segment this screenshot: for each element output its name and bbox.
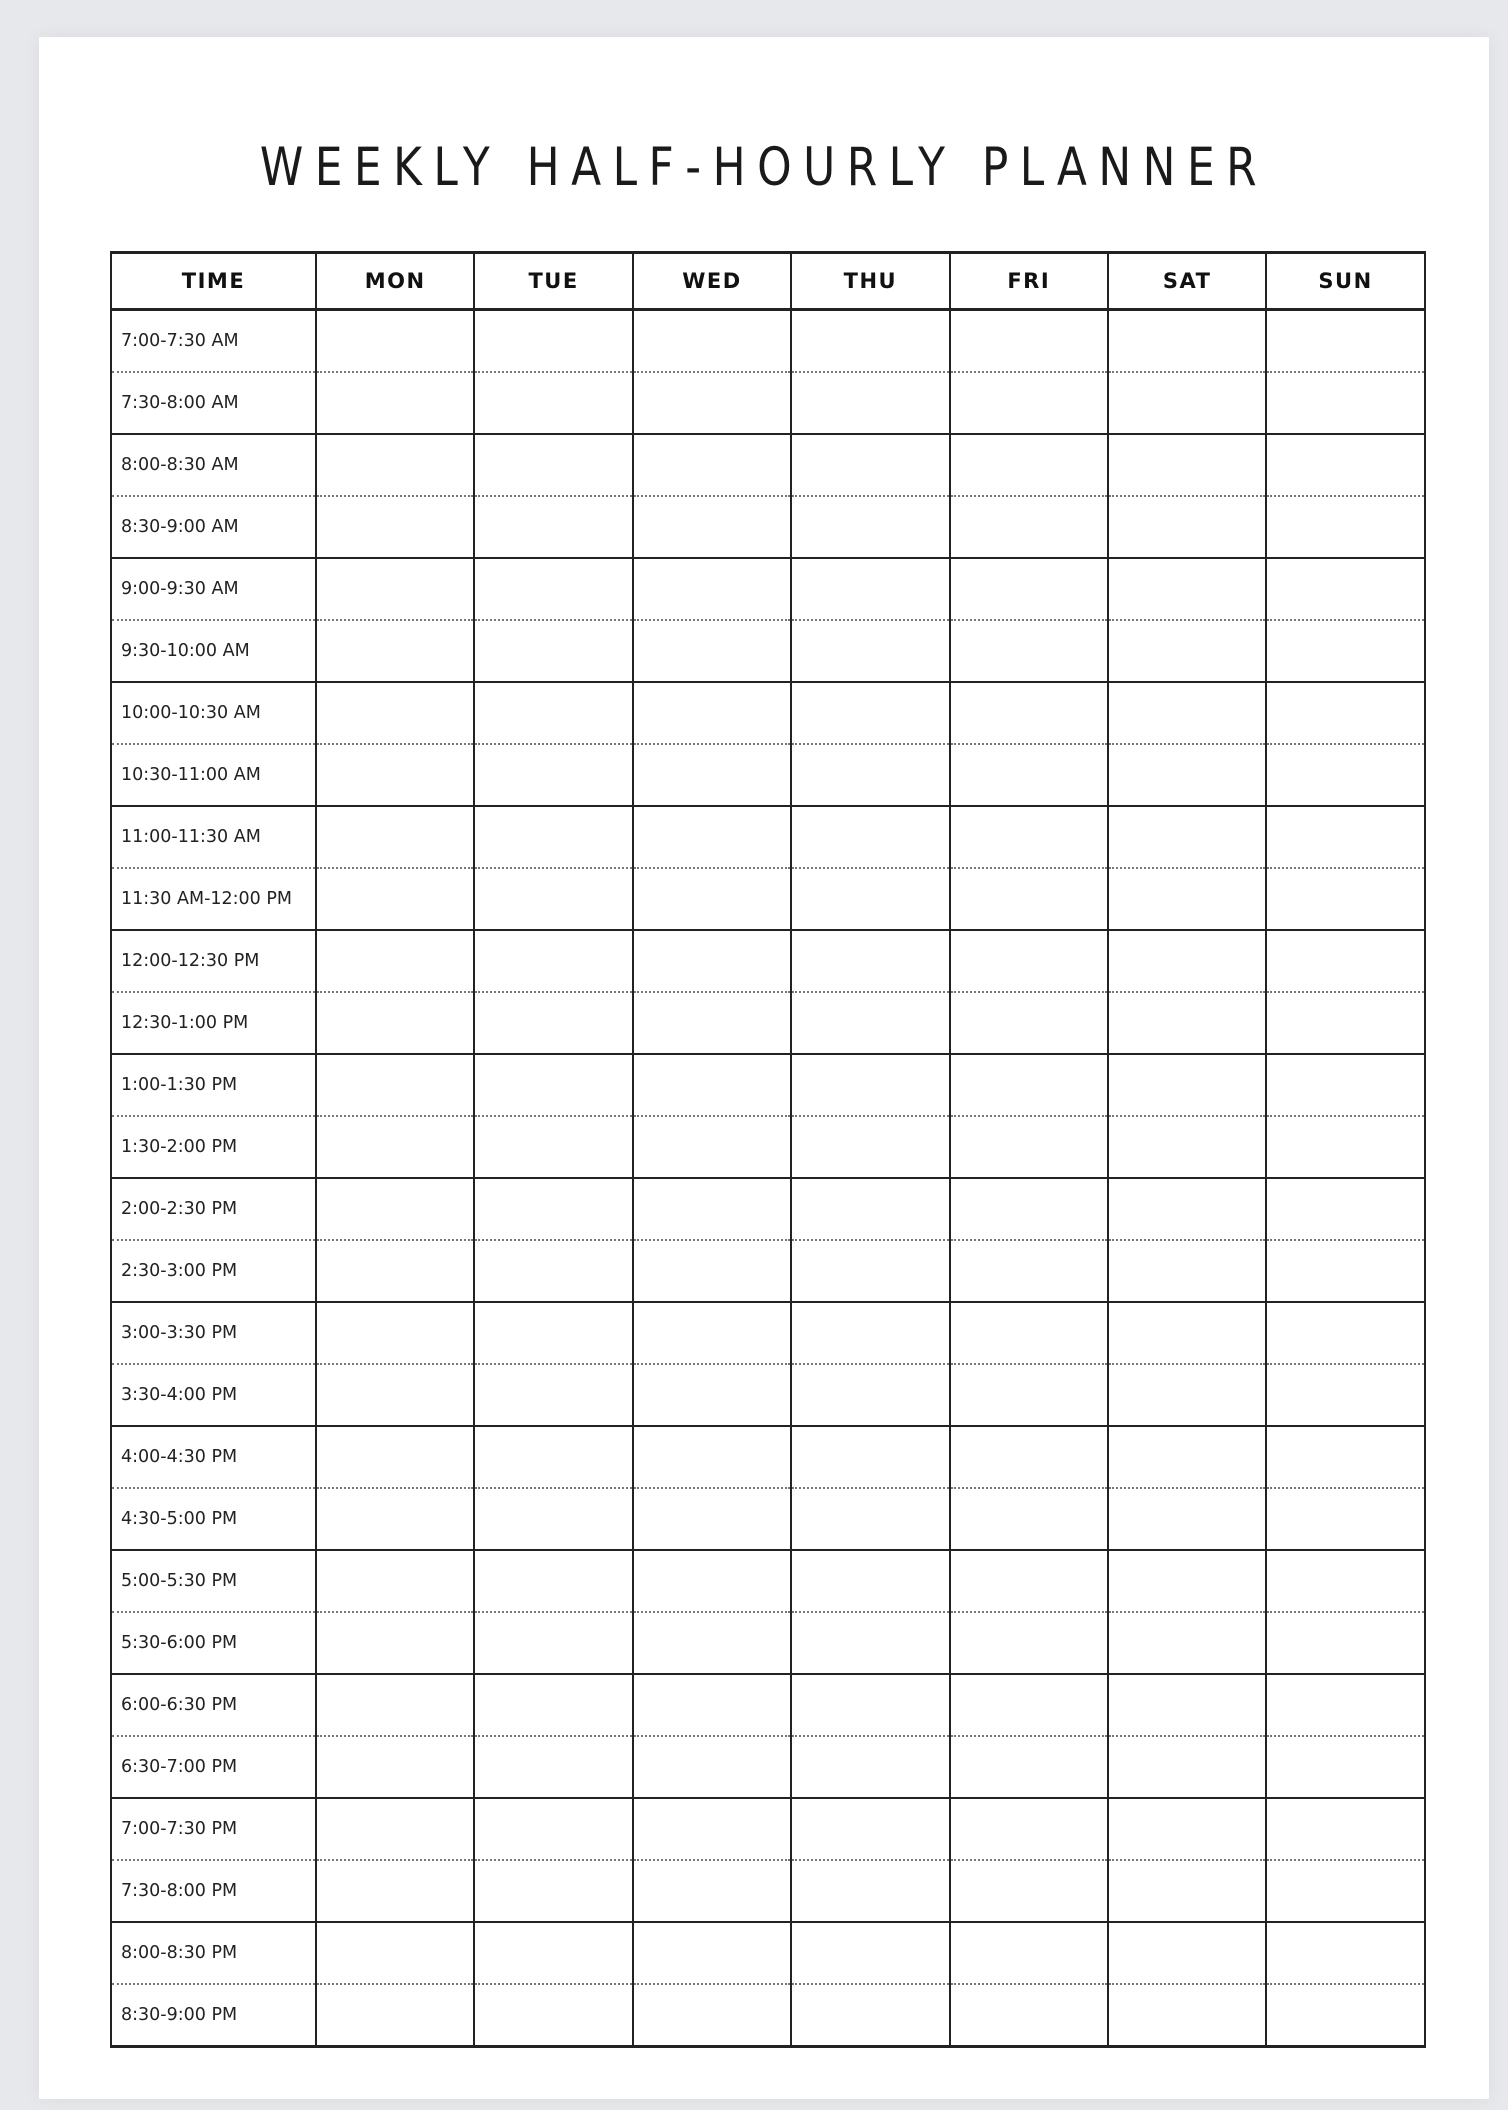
time-slot-label: 9:00-9:30 AM bbox=[111, 558, 316, 620]
slot-cell-tue[interactable] bbox=[474, 1550, 632, 1612]
slot-cell-mon[interactable] bbox=[316, 434, 474, 496]
table-row bbox=[111, 1240, 1425, 1302]
slot-cell-sun[interactable] bbox=[1266, 1240, 1424, 1302]
slot-cell-mon[interactable] bbox=[316, 1364, 474, 1426]
slot-cell-fri[interactable] bbox=[950, 1054, 1108, 1116]
slot-cell-sat[interactable] bbox=[1108, 372, 1266, 434]
slot-cell-thu[interactable] bbox=[791, 1922, 949, 1984]
slot-cell-sat[interactable] bbox=[1108, 496, 1266, 558]
slot-cell-mon[interactable] bbox=[316, 1302, 474, 1364]
table-row bbox=[111, 1116, 1425, 1178]
slot-cell-fri[interactable] bbox=[950, 1302, 1108, 1364]
slot-cell-sun[interactable] bbox=[1266, 372, 1424, 434]
header-row bbox=[111, 253, 1425, 310]
slot-cell-sat[interactable] bbox=[1108, 558, 1266, 620]
slot-cell-sun[interactable] bbox=[1266, 682, 1424, 744]
slot-cell-thu[interactable] bbox=[791, 1054, 949, 1116]
slot-cell-tue[interactable] bbox=[474, 372, 632, 434]
slot-cell-fri[interactable] bbox=[950, 1178, 1108, 1240]
slot-cell-tue[interactable] bbox=[474, 1240, 632, 1302]
slot-cell-tue[interactable] bbox=[474, 868, 632, 930]
table-row bbox=[111, 372, 1425, 434]
slot-cell-fri[interactable] bbox=[950, 682, 1108, 744]
slot-cell-thu[interactable] bbox=[791, 620, 949, 682]
header-fri: FRI bbox=[950, 253, 1108, 310]
header-wed: WED bbox=[633, 253, 791, 310]
slot-cell-sun[interactable] bbox=[1266, 1302, 1424, 1364]
slot-cell-mon[interactable] bbox=[316, 744, 474, 806]
slot-cell-sat[interactable] bbox=[1108, 1736, 1266, 1798]
time-slot-label: 9:30-10:00 AM bbox=[111, 620, 316, 682]
slot-cell-sat[interactable] bbox=[1108, 1922, 1266, 1984]
slot-cell-thu[interactable] bbox=[791, 1488, 949, 1550]
slot-cell-sun[interactable] bbox=[1266, 1054, 1424, 1116]
slot-cell-sat[interactable] bbox=[1108, 868, 1266, 930]
time-slot-label: 7:00-7:30 AM bbox=[111, 310, 316, 373]
table-row bbox=[111, 434, 1425, 496]
slot-cell-sat[interactable] bbox=[1108, 992, 1266, 1054]
slot-cell-tue[interactable] bbox=[474, 1116, 632, 1178]
time-slot-label: 10:30-11:00 AM bbox=[111, 744, 316, 806]
slot-cell-tue[interactable] bbox=[474, 744, 632, 806]
slot-cell-sun[interactable] bbox=[1266, 1674, 1424, 1736]
slot-cell-fri[interactable] bbox=[950, 1550, 1108, 1612]
slot-cell-wed[interactable] bbox=[633, 1426, 791, 1488]
slot-cell-tue[interactable] bbox=[474, 682, 632, 744]
slot-cell-sat[interactable] bbox=[1108, 1116, 1266, 1178]
slot-cell-sun[interactable] bbox=[1266, 1984, 1424, 2047]
slot-cell-sun[interactable] bbox=[1266, 1116, 1424, 1178]
slot-cell-sun[interactable] bbox=[1266, 868, 1424, 930]
slot-cell-wed[interactable] bbox=[633, 1054, 791, 1116]
slot-cell-tue[interactable] bbox=[474, 1674, 632, 1736]
slot-cell-sun[interactable] bbox=[1266, 434, 1424, 496]
slot-cell-sun[interactable] bbox=[1266, 930, 1424, 992]
slot-cell-tue[interactable] bbox=[474, 1736, 632, 1798]
slot-cell-wed[interactable] bbox=[633, 1240, 791, 1302]
slot-cell-thu[interactable] bbox=[791, 930, 949, 992]
slot-cell-sat[interactable] bbox=[1108, 1054, 1266, 1116]
slot-cell-sun[interactable] bbox=[1266, 1550, 1424, 1612]
slot-cell-wed[interactable] bbox=[633, 682, 791, 744]
table-row bbox=[111, 1860, 1425, 1922]
slot-cell-mon[interactable] bbox=[316, 806, 474, 868]
slot-cell-mon[interactable] bbox=[316, 1674, 474, 1736]
slot-cell-mon[interactable] bbox=[316, 682, 474, 744]
table-row bbox=[111, 1736, 1425, 1798]
slot-cell-mon[interactable] bbox=[316, 558, 474, 620]
slot-cell-sat[interactable] bbox=[1108, 1550, 1266, 1612]
slot-cell-sat[interactable] bbox=[1108, 1178, 1266, 1240]
table-row bbox=[111, 992, 1425, 1054]
slot-cell-mon[interactable] bbox=[316, 1116, 474, 1178]
table-row bbox=[111, 1612, 1425, 1674]
slot-cell-sat[interactable] bbox=[1108, 1426, 1266, 1488]
slot-cell-tue[interactable] bbox=[474, 620, 632, 682]
slot-cell-mon[interactable] bbox=[316, 310, 474, 373]
slot-cell-sun[interactable] bbox=[1266, 1426, 1424, 1488]
table-row bbox=[111, 310, 1425, 373]
time-slot-label: 8:00-8:30 PM bbox=[111, 1922, 316, 1984]
slot-cell-sun[interactable] bbox=[1266, 558, 1424, 620]
slot-cell-mon[interactable] bbox=[316, 1178, 474, 1240]
slot-cell-sun[interactable] bbox=[1266, 1612, 1424, 1674]
slot-cell-thu[interactable] bbox=[791, 1860, 949, 1922]
time-slot-label: 2:00-2:30 PM bbox=[111, 1178, 316, 1240]
slot-cell-sat[interactable] bbox=[1108, 434, 1266, 496]
slot-cell-thu[interactable] bbox=[791, 1798, 949, 1860]
time-slot-label: 3:30-4:00 PM bbox=[111, 1364, 316, 1426]
slot-cell-thu[interactable] bbox=[791, 1364, 949, 1426]
slot-cell-thu[interactable] bbox=[791, 1240, 949, 1302]
slot-cell-sat[interactable] bbox=[1108, 620, 1266, 682]
table-row bbox=[111, 806, 1425, 868]
slot-cell-fri[interactable] bbox=[950, 1922, 1108, 1984]
slot-cell-wed[interactable] bbox=[633, 558, 791, 620]
slot-cell-fri[interactable] bbox=[950, 1116, 1108, 1178]
slot-cell-wed[interactable] bbox=[633, 434, 791, 496]
slot-cell-wed[interactable] bbox=[633, 1612, 791, 1674]
slot-cell-thu[interactable] bbox=[791, 1612, 949, 1674]
slot-cell-tue[interactable] bbox=[474, 558, 632, 620]
table-row bbox=[111, 1488, 1425, 1550]
slot-cell-fri[interactable] bbox=[950, 1426, 1108, 1488]
slot-cell-sat[interactable] bbox=[1108, 1860, 1266, 1922]
slot-cell-tue[interactable] bbox=[474, 1426, 632, 1488]
slot-cell-fri[interactable] bbox=[950, 744, 1108, 806]
weekly-planner-table bbox=[110, 251, 1426, 2048]
header-time: TIME bbox=[111, 253, 316, 310]
slot-cell-sat[interactable] bbox=[1108, 1984, 1266, 2047]
slot-cell-wed[interactable] bbox=[633, 1860, 791, 1922]
table-row bbox=[111, 1798, 1425, 1860]
slot-cell-fri[interactable] bbox=[950, 1860, 1108, 1922]
slot-cell-thu[interactable] bbox=[791, 372, 949, 434]
slot-cell-thu[interactable] bbox=[791, 992, 949, 1054]
time-slot-label: 1:00-1:30 PM bbox=[111, 1054, 316, 1116]
slot-cell-thu[interactable] bbox=[791, 806, 949, 868]
slot-cell-sun[interactable] bbox=[1266, 1364, 1424, 1426]
slot-cell-thu[interactable] bbox=[791, 1736, 949, 1798]
slot-cell-fri[interactable] bbox=[950, 1674, 1108, 1736]
slot-cell-wed[interactable] bbox=[633, 310, 791, 373]
slot-cell-wed[interactable] bbox=[633, 1364, 791, 1426]
table-row bbox=[111, 1178, 1425, 1240]
slot-cell-mon[interactable] bbox=[316, 1984, 474, 2047]
slot-cell-fri[interactable] bbox=[950, 1488, 1108, 1550]
time-slot-label: 8:30-9:00 PM bbox=[111, 1984, 316, 2047]
slot-cell-fri[interactable] bbox=[950, 1364, 1108, 1426]
slot-cell-sun[interactable] bbox=[1266, 992, 1424, 1054]
table-row bbox=[111, 1364, 1425, 1426]
slot-cell-sun[interactable] bbox=[1266, 310, 1424, 373]
header-sun: SUN bbox=[1266, 253, 1424, 310]
slot-cell-sat[interactable] bbox=[1108, 1240, 1266, 1302]
time-slot-label: 8:30-9:00 AM bbox=[111, 496, 316, 558]
slot-cell-wed[interactable] bbox=[633, 1178, 791, 1240]
slot-cell-sun[interactable] bbox=[1266, 620, 1424, 682]
time-slot-label: 7:00-7:30 PM bbox=[111, 1798, 316, 1860]
slot-cell-fri[interactable] bbox=[950, 1736, 1108, 1798]
time-slot-label: 1:30-2:00 PM bbox=[111, 1116, 316, 1178]
slot-cell-thu[interactable] bbox=[791, 1426, 949, 1488]
header-mon: MON bbox=[316, 253, 474, 310]
slot-cell-mon[interactable] bbox=[316, 1736, 474, 1798]
slot-cell-tue[interactable] bbox=[474, 992, 632, 1054]
time-slot-label: 11:30 AM-12:00 PM bbox=[111, 868, 316, 930]
slot-cell-mon[interactable] bbox=[316, 1612, 474, 1674]
slot-cell-tue[interactable] bbox=[474, 434, 632, 496]
slot-cell-fri[interactable] bbox=[950, 806, 1108, 868]
slot-cell-sat[interactable] bbox=[1108, 1302, 1266, 1364]
slot-cell-fri[interactable] bbox=[950, 1612, 1108, 1674]
slot-cell-mon[interactable] bbox=[316, 1798, 474, 1860]
slot-cell-wed[interactable] bbox=[633, 1984, 791, 2047]
slot-cell-tue[interactable] bbox=[474, 496, 632, 558]
slot-cell-tue[interactable] bbox=[474, 1798, 632, 1860]
slot-cell-fri[interactable] bbox=[950, 558, 1108, 620]
slot-cell-tue[interactable] bbox=[474, 930, 632, 992]
time-slot-label: 3:00-3:30 PM bbox=[111, 1302, 316, 1364]
slot-cell-thu[interactable] bbox=[791, 310, 949, 373]
time-slot-label: 8:00-8:30 AM bbox=[111, 434, 316, 496]
slot-cell-fri[interactable] bbox=[950, 372, 1108, 434]
slot-cell-sun[interactable] bbox=[1266, 744, 1424, 806]
table-row bbox=[111, 620, 1425, 682]
slot-cell-sat[interactable] bbox=[1108, 1364, 1266, 1426]
slot-cell-fri[interactable] bbox=[950, 1984, 1108, 2047]
slot-cell-thu[interactable] bbox=[791, 1984, 949, 2047]
slot-cell-tue[interactable] bbox=[474, 1054, 632, 1116]
slot-cell-sun[interactable] bbox=[1266, 806, 1424, 868]
slot-cell-thu[interactable] bbox=[791, 744, 949, 806]
slot-cell-sat[interactable] bbox=[1108, 310, 1266, 373]
slot-cell-sat[interactable] bbox=[1108, 1612, 1266, 1674]
time-slot-label: 6:00-6:30 PM bbox=[111, 1674, 316, 1736]
table-row bbox=[111, 1550, 1425, 1612]
time-slot-label: 10:00-10:30 AM bbox=[111, 682, 316, 744]
slot-cell-mon[interactable] bbox=[316, 1860, 474, 1922]
slot-cell-fri[interactable] bbox=[950, 496, 1108, 558]
slot-cell-fri[interactable] bbox=[950, 930, 1108, 992]
planner-page bbox=[39, 37, 1489, 2099]
time-slot-label: 12:30-1:00 PM bbox=[111, 992, 316, 1054]
slot-cell-fri[interactable] bbox=[950, 868, 1108, 930]
slot-cell-mon[interactable] bbox=[316, 1426, 474, 1488]
slot-cell-thu[interactable] bbox=[791, 1116, 949, 1178]
table-row bbox=[111, 682, 1425, 744]
slot-cell-tue[interactable] bbox=[474, 1178, 632, 1240]
slot-cell-fri[interactable] bbox=[950, 310, 1108, 373]
slot-cell-tue[interactable] bbox=[474, 1922, 632, 1984]
table-row bbox=[111, 930, 1425, 992]
table-row bbox=[111, 1426, 1425, 1488]
time-slot-label: 7:30-8:00 PM bbox=[111, 1860, 316, 1922]
table-row bbox=[111, 868, 1425, 930]
table-row bbox=[111, 744, 1425, 806]
slot-cell-sat[interactable] bbox=[1108, 930, 1266, 992]
slot-cell-wed[interactable] bbox=[633, 1736, 791, 1798]
table-row bbox=[111, 1674, 1425, 1736]
slot-cell-mon[interactable] bbox=[316, 1240, 474, 1302]
slot-cell-wed[interactable] bbox=[633, 992, 791, 1054]
slot-cell-fri[interactable] bbox=[950, 434, 1108, 496]
slot-cell-thu[interactable] bbox=[791, 868, 949, 930]
planner-body bbox=[111, 310, 1425, 2047]
slot-cell-wed[interactable] bbox=[633, 372, 791, 434]
slot-cell-sun[interactable] bbox=[1266, 496, 1424, 558]
time-slot-label: 2:30-3:00 PM bbox=[111, 1240, 316, 1302]
header-tue: TUE bbox=[474, 253, 632, 310]
slot-cell-sat[interactable] bbox=[1108, 1674, 1266, 1736]
slot-cell-wed[interactable] bbox=[633, 868, 791, 930]
slot-cell-wed[interactable] bbox=[633, 744, 791, 806]
slot-cell-sun[interactable] bbox=[1266, 1860, 1424, 1922]
time-slot-label: 7:30-8:00 AM bbox=[111, 372, 316, 434]
slot-cell-sat[interactable] bbox=[1108, 1488, 1266, 1550]
slot-cell-thu[interactable] bbox=[791, 434, 949, 496]
slot-cell-wed[interactable] bbox=[633, 1302, 791, 1364]
slot-cell-fri[interactable] bbox=[950, 992, 1108, 1054]
slot-cell-thu[interactable] bbox=[791, 1550, 949, 1612]
header-thu: THU bbox=[791, 253, 949, 310]
slot-cell-wed[interactable] bbox=[633, 1674, 791, 1736]
slot-cell-wed[interactable] bbox=[633, 806, 791, 868]
slot-cell-tue[interactable] bbox=[474, 1364, 632, 1426]
time-slot-label: 4:30-5:00 PM bbox=[111, 1488, 316, 1550]
slot-cell-mon[interactable] bbox=[316, 930, 474, 992]
time-slot-label: 6:30-7:00 PM bbox=[111, 1736, 316, 1798]
slot-cell-mon[interactable] bbox=[316, 496, 474, 558]
slot-cell-wed[interactable] bbox=[633, 496, 791, 558]
slot-cell-thu[interactable] bbox=[791, 1674, 949, 1736]
slot-cell-wed[interactable] bbox=[633, 1116, 791, 1178]
slot-cell-sat[interactable] bbox=[1108, 744, 1266, 806]
slot-cell-sun[interactable] bbox=[1266, 1488, 1424, 1550]
slot-cell-fri[interactable] bbox=[950, 620, 1108, 682]
slot-cell-sun[interactable] bbox=[1266, 1178, 1424, 1240]
slot-cell-tue[interactable] bbox=[474, 1984, 632, 2047]
slot-cell-tue[interactable] bbox=[474, 806, 632, 868]
slot-cell-thu[interactable] bbox=[791, 1178, 949, 1240]
page-title-text: WEEKLY HALF-HOURLY PLANNER bbox=[259, 137, 1269, 198]
time-slot-label: 5:30-6:00 PM bbox=[111, 1612, 316, 1674]
slot-cell-mon[interactable] bbox=[316, 1488, 474, 1550]
slot-cell-thu[interactable] bbox=[791, 1302, 949, 1364]
slot-cell-sun[interactable] bbox=[1266, 1736, 1424, 1798]
slot-cell-mon[interactable] bbox=[316, 1054, 474, 1116]
slot-cell-tue[interactable] bbox=[474, 1612, 632, 1674]
table-row bbox=[111, 1984, 1425, 2047]
slot-cell-tue[interactable] bbox=[474, 1860, 632, 1922]
slot-cell-thu[interactable] bbox=[791, 558, 949, 620]
table-row bbox=[111, 1922, 1425, 1984]
slot-cell-mon[interactable] bbox=[316, 1922, 474, 1984]
slot-cell-wed[interactable] bbox=[633, 1550, 791, 1612]
table-row bbox=[111, 558, 1425, 620]
header-sat: SAT bbox=[1108, 253, 1266, 310]
slot-cell-sun[interactable] bbox=[1266, 1922, 1424, 1984]
slot-cell-mon[interactable] bbox=[316, 372, 474, 434]
time-slot-label: 4:00-4:30 PM bbox=[111, 1426, 316, 1488]
slot-cell-tue[interactable] bbox=[474, 1488, 632, 1550]
slot-cell-wed[interactable] bbox=[633, 1798, 791, 1860]
table-row bbox=[111, 496, 1425, 558]
slot-cell-sat[interactable] bbox=[1108, 806, 1266, 868]
slot-cell-thu[interactable] bbox=[791, 496, 949, 558]
slot-cell-wed[interactable] bbox=[633, 930, 791, 992]
slot-cell-tue[interactable] bbox=[474, 310, 632, 373]
slot-cell-sun[interactable] bbox=[1266, 1798, 1424, 1860]
slot-cell-fri[interactable] bbox=[950, 1240, 1108, 1302]
slot-cell-wed[interactable] bbox=[633, 1488, 791, 1550]
slot-cell-mon[interactable] bbox=[316, 1550, 474, 1612]
time-slot-label: 12:00-12:30 PM bbox=[111, 930, 316, 992]
slot-cell-mon[interactable] bbox=[316, 620, 474, 682]
slot-cell-wed[interactable] bbox=[633, 620, 791, 682]
table-row bbox=[111, 1302, 1425, 1364]
time-slot-label: 5:00-5:30 PM bbox=[111, 1550, 316, 1612]
time-slot-label: 11:00-11:30 AM bbox=[111, 806, 316, 868]
slot-cell-fri[interactable] bbox=[950, 1798, 1108, 1860]
slot-cell-mon[interactable] bbox=[316, 992, 474, 1054]
slot-cell-wed[interactable] bbox=[633, 1922, 791, 1984]
slot-cell-mon[interactable] bbox=[316, 868, 474, 930]
slot-cell-tue[interactable] bbox=[474, 1302, 632, 1364]
table-row bbox=[111, 1054, 1425, 1116]
page-title bbox=[39, 137, 1489, 198]
slot-cell-sat[interactable] bbox=[1108, 682, 1266, 744]
slot-cell-thu[interactable] bbox=[791, 682, 949, 744]
slot-cell-sat[interactable] bbox=[1108, 1798, 1266, 1860]
